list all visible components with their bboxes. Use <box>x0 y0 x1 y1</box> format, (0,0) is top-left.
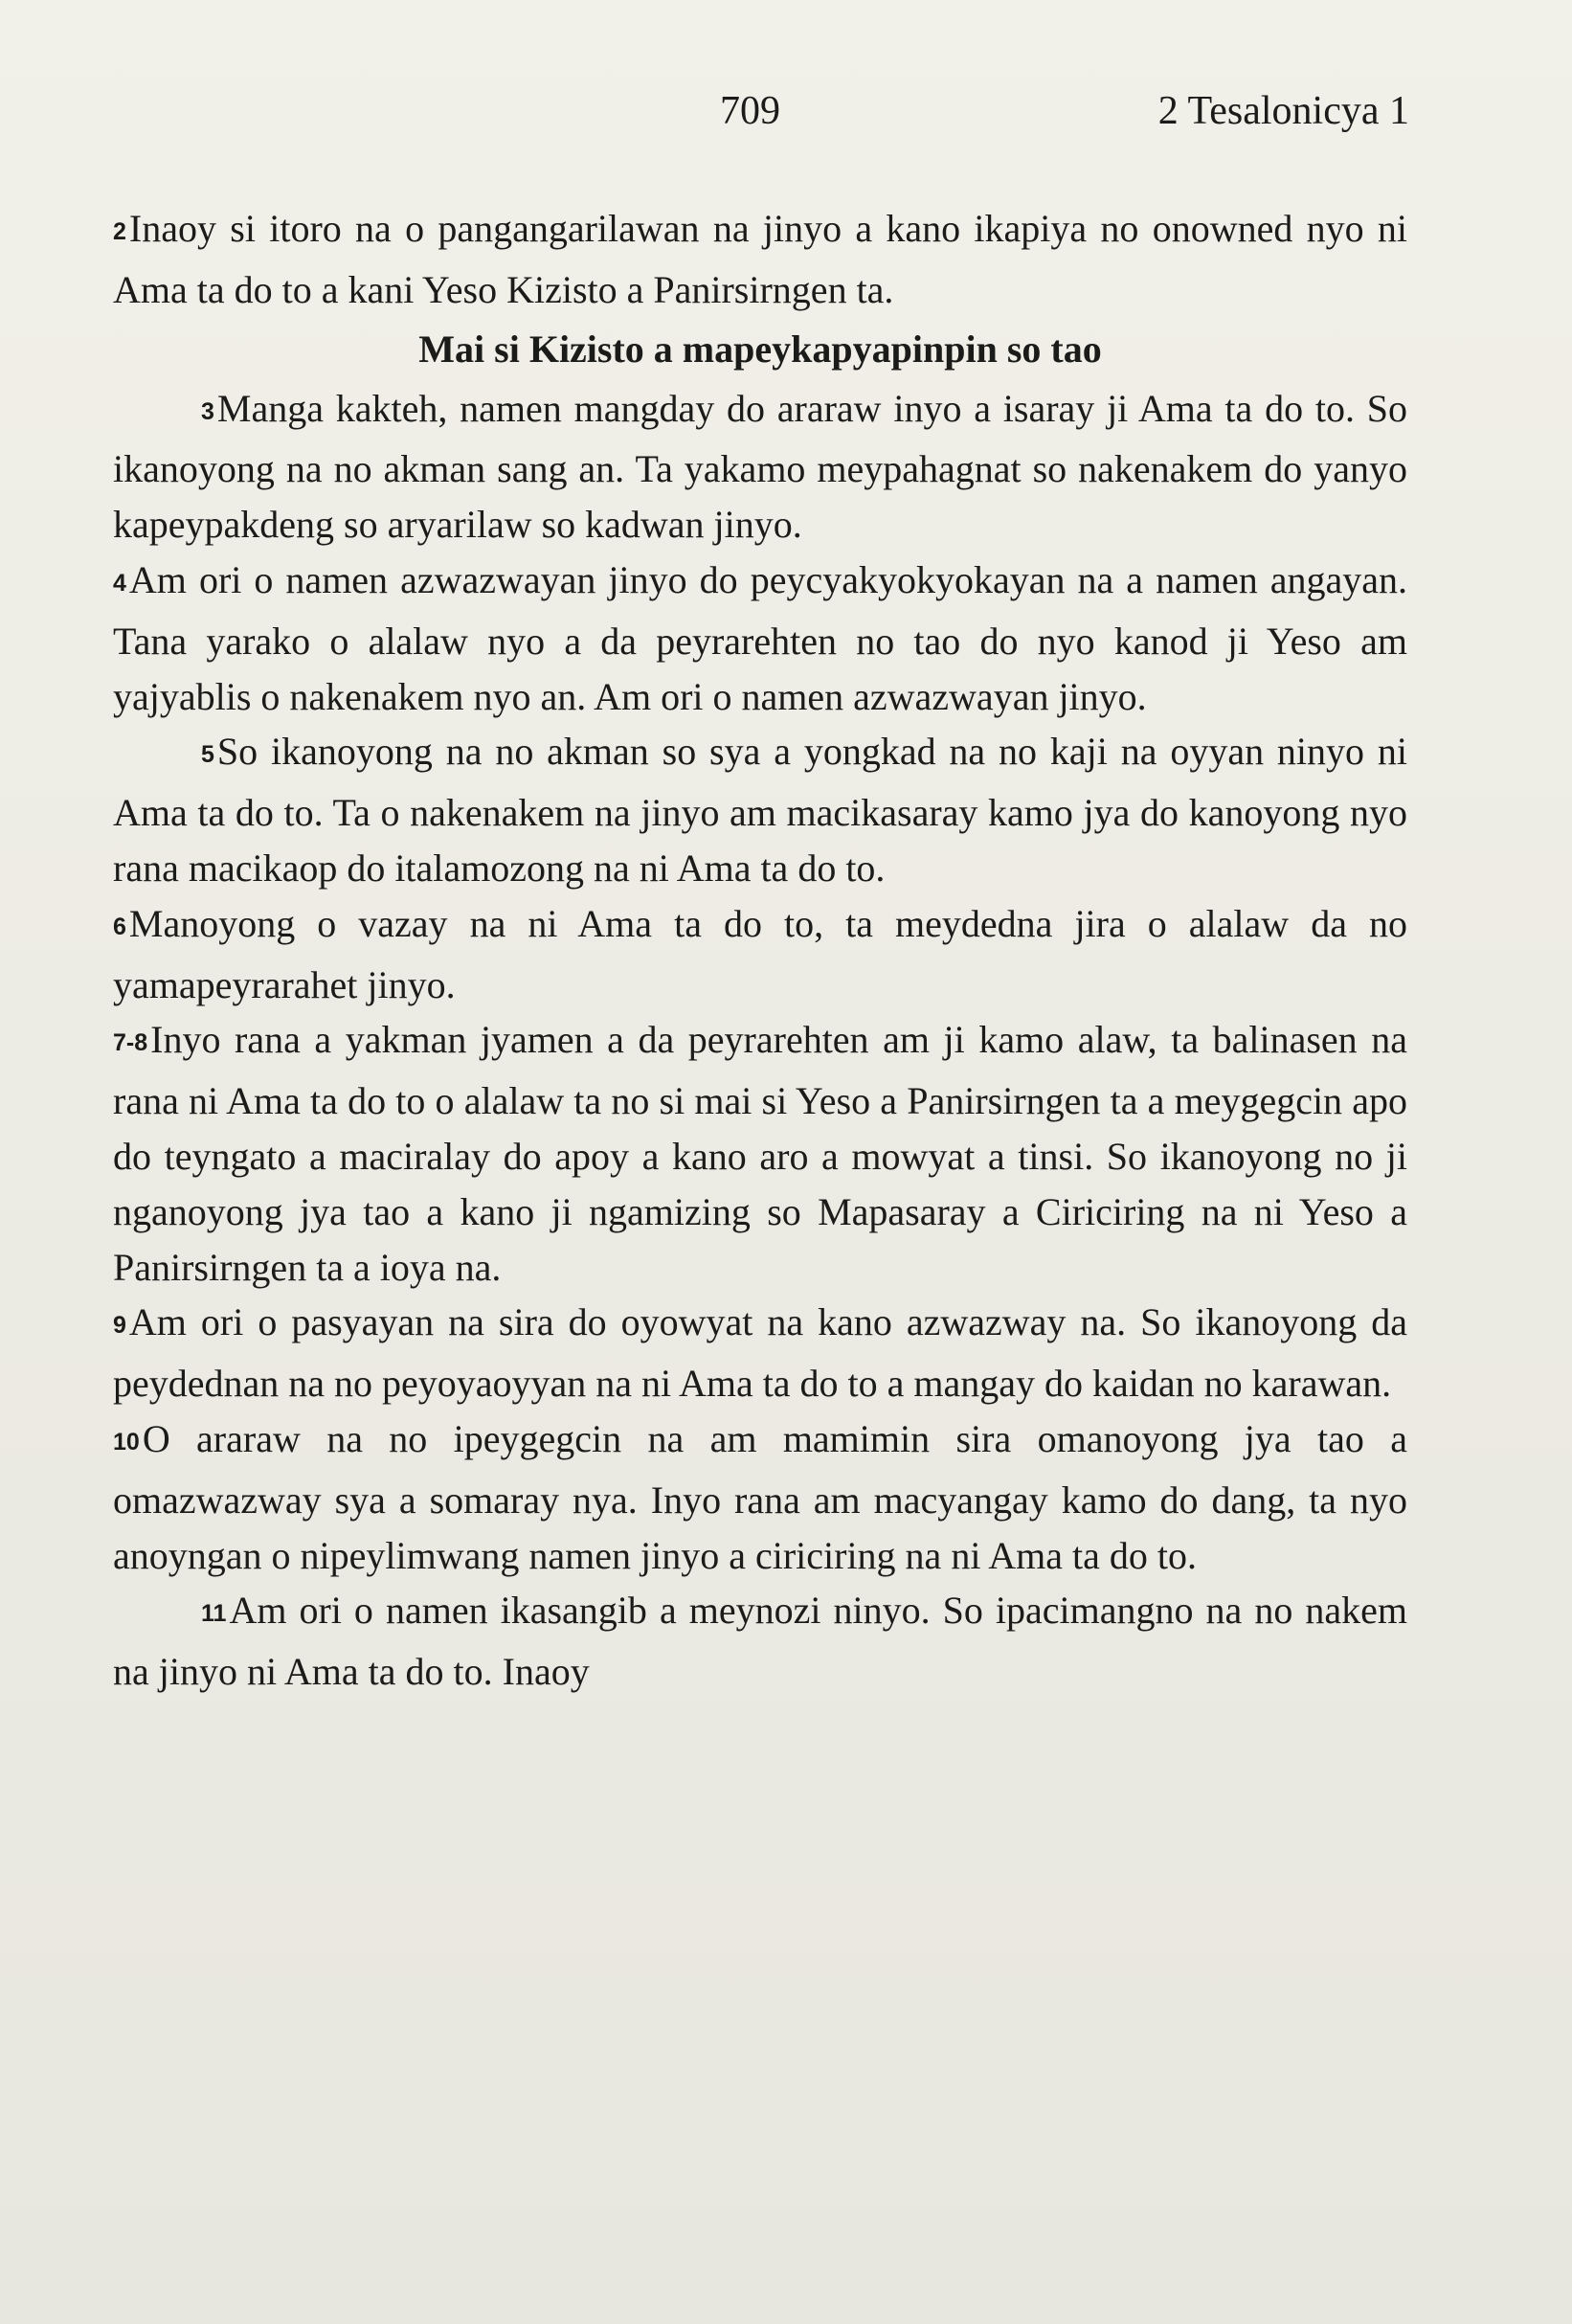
verse-paragraph <box>113 1583 1407 1700</box>
verse-text: Am ori o pasyayan na sira do oyowyat na kano azwazway na. So ikanoyong da peydednan na no peyoyaoyyan na ni Ama ta do to a mangay do kaidan no karawan. <box>113 1300 1407 1406</box>
section-heading: Mai si Kizisto a mapeykapyapinpin so tao <box>418 327 1102 371</box>
page-header <box>0 84 1572 138</box>
verse-number: 6 <box>113 913 126 940</box>
verse-paragraph <box>113 201 1407 318</box>
verse-number: 4 <box>113 569 126 597</box>
running-head: 2 Tesalonicya 1 <box>1157 89 1409 133</box>
verse-number: 5 <box>201 741 214 769</box>
verse-text: Am ori o namen ikasangib a meynozi ninyo. So ipacimangno na no nakem na jinyo ni Ama ta do to. Inaoy <box>113 1589 1407 1694</box>
verse-paragraph <box>113 1012 1407 1295</box>
verse-number: 2 <box>113 218 126 245</box>
verse-number: 10 <box>113 1428 140 1455</box>
verse-paragraph <box>113 724 1407 895</box>
verse-text: Manoyong o vazay na ni Ama ta do to, ta meydedna jira o alalaw da no yamapeyrarahet jinyo. <box>113 901 1407 1006</box>
verse-paragraph <box>113 896 1407 1013</box>
verse-text: Inyo rana a yakman jyamen a da peyrarehten am ji kamo alaw, ta balinasen na rana ni Ama ta do to o alalaw ta no si mai si Yeso a Panirsirngen ta a meygegcin apo do teyngato a maciralay do apoy a kano aro a mowyat a tinsi. So ikanoyong no ji nganoyong jya tao a kano ji ngamizing so Mapasaray a Ciriciring na ni Yeso a Panirsirngen ta a ioya na. <box>113 1018 1407 1289</box>
verse-text: O araraw na no ipeygegcin na am mamimin sira omanoyong jya tao a omazwazway sya a somaray nya. Inyo rana am macyangay kamo do dang, ta nyo anoyngan o nipeylimwang namen jinyo a ciriciring na ni Ama ta do to. <box>113 1416 1407 1577</box>
text-block <box>113 201 1407 1700</box>
verse-number: 3 <box>201 397 214 425</box>
page-number: 709 <box>720 89 780 133</box>
verse-paragraph <box>113 1411 1407 1583</box>
verse-paragraph <box>113 381 1407 553</box>
verse-number: 9 <box>113 1312 126 1340</box>
verse-text: So ikanoyong na no akman so sya a yongkad na no kaji na oyyan ninyo ni Ama ta do to. Ta o nakenakem na jinyo am macikasaray kamo jya do kanoyong nyo rana macikaop do italamozong na ni Ama ta do to. <box>113 730 1407 890</box>
verse-paragraph <box>113 553 1407 724</box>
verse-paragraph <box>113 1295 1407 1411</box>
verse-text: Inaoy si itoro na o pangangarilawan na jinyo a kano ikapiya no onowned nyo ni Ama ta do to a kani Yeso Kizisto a Panirsirngen ta. <box>113 207 1407 311</box>
verse-text: Manga kakteh, namen mangday do araraw inyo a isaray ji Ama ta do to. So ikanoyong na no akman sang an. Ta yakamo meypahagnat so nakenakem do yanyo kapeypakdeng so aryarilaw so kadwan jinyo. <box>113 386 1407 547</box>
verse-number: 11 <box>201 1600 227 1628</box>
verse-number: 7-8 <box>113 1029 148 1057</box>
verse-text: Am ori o namen azwazwayan jinyo do peycyakyokyokayan na a namen angayan. Tana yarako o alalaw nyo a da peyrarehten no tao do nyo kanod ji Yeso am yajyablis o nakenakem nyo an. Am ori o namen azwazwayan jinyo. <box>113 557 1407 718</box>
